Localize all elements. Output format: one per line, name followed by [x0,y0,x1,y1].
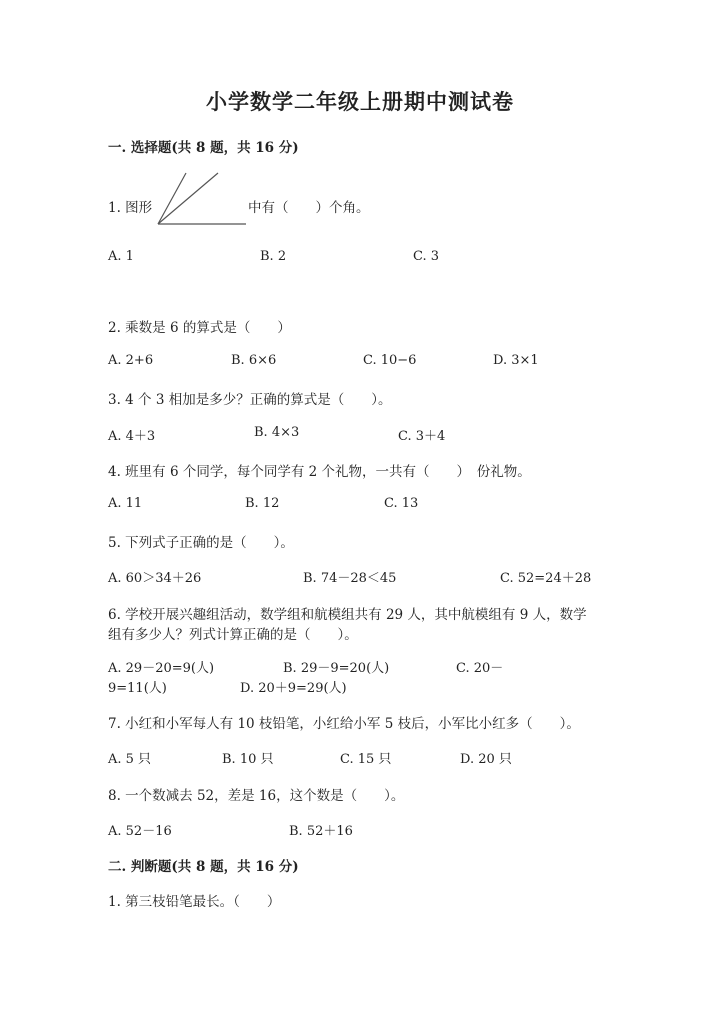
q5-option-c: C. 52=24＋28 [500,571,592,586]
q4-option-c: C. 13 [384,496,419,511]
q2-option-d: D. 3×1 [493,353,539,368]
q6-option-c-part-1: C. 20－ [456,661,504,676]
question-5: 5. 下列式子正确的是（ ）。 [108,535,294,551]
q6-option-c-part-2: 9=11(人) [108,681,167,696]
q7-option-a: A. 5 只 [108,752,152,767]
q2-option-b: B. 6×6 [231,353,277,368]
section-heading-choice: 一. 选择题(共 8 题，共 16 分) [108,140,299,156]
q7-option-d: D. 20 只 [460,752,512,767]
q8-option-b: B. 52＋16 [289,824,353,839]
q4-option-a: A. 11 [108,496,143,511]
question-6-line-2: 组有多少人？列式计算正确的是（ ）。 [108,627,358,643]
question-6-line-1: 6. 学校开展兴趣组活动，数学组和航模组共有 29 人，其中航模组有 9 人，数学 [108,607,587,623]
q1-option-a: A. 1 [108,249,134,264]
q2-option-a: A. 2+6 [108,353,154,368]
question-8: 8. 一个数减去 52，差是 16，这个数是（ ）。 [108,788,405,804]
q7-option-b: B. 10 只 [222,752,274,767]
q6-option-b: B. 29－9=20(人) [283,661,390,676]
angle-ray-steep [158,173,186,224]
question-3: 3. 4 个 3 相加是多少？正确的算式是（ ）。 [108,392,392,408]
q8-option-a: A. 52－16 [108,824,172,839]
q3-option-a: A. 4＋3 [108,429,156,444]
question-1-prefix: 1. 图形 [108,200,153,216]
question-1-suffix: 中有（ ）个角。 [248,200,370,216]
question-2: 2. 乘数是 6 的算式是（ ） [108,320,291,336]
judgement-question-1: 1. 第三枝铅笔最长。（ ） [108,894,281,910]
page-title: 小学数学二年级上册期中测试卷 [206,89,514,114]
angle-figure [156,170,248,228]
section-heading-judgement: 二. 判断题(共 8 题，共 16 分) [108,859,299,875]
question-4: 4. 班里有 6 个同学，每个同学有 2 个礼物，一共有（ ） 份礼物。 [108,464,531,480]
q1-option-b: B. 2 [260,249,287,264]
question-7: 7. 小红和小军每人有 10 枝铅笔，小红给小军 5 枝后，小军比小红多（ ）。 [108,716,580,732]
q6-option-a: A. 29－20=9(人) [108,661,215,676]
q3-option-b: B. 4×3 [254,425,300,440]
q4-option-b: B. 12 [245,496,280,511]
angle-ray-middle [158,173,218,224]
q2-option-c: C. 10−6 [363,353,417,368]
q3-option-c: C. 3＋4 [398,429,446,444]
q1-option-c: C. 3 [413,249,440,264]
q7-option-c: C. 15 只 [340,752,392,767]
q5-option-a: A. 60＞34＋26 [108,571,202,586]
q6-option-d: D. 20＋9=29(人) [240,681,347,696]
q5-option-b: B. 74－28＜45 [303,571,397,586]
